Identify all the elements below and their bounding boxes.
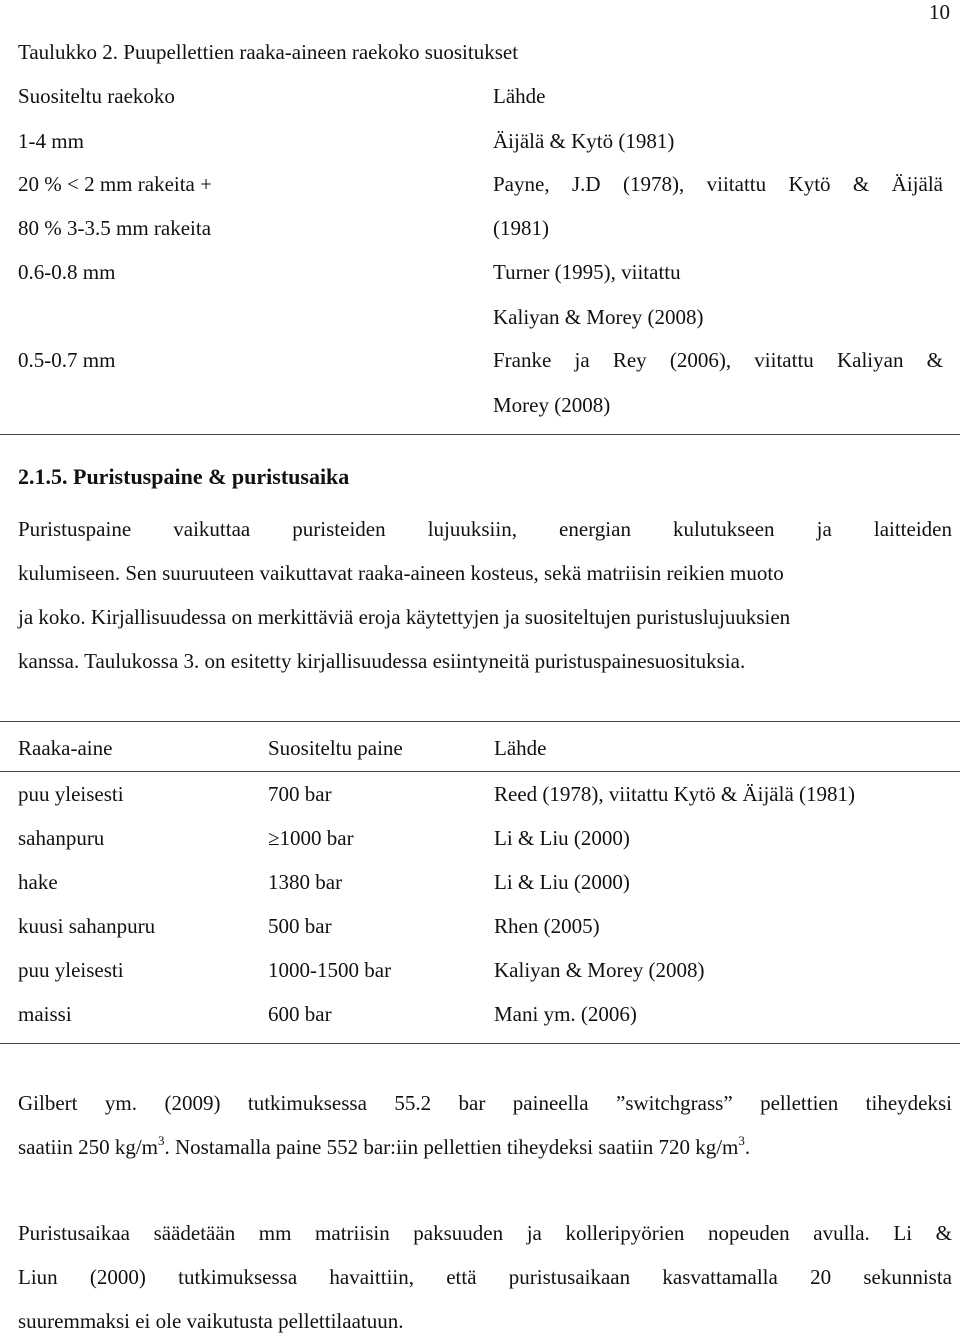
table-3-bottom-rule bbox=[0, 1043, 960, 1044]
table-cell-material: puu yleisesti bbox=[18, 782, 124, 806]
table-3-header bbox=[0, 736, 960, 776]
paragraph-line: suuremmaksi ei ole vaikutusta pellettilaatuun. bbox=[18, 1309, 404, 1333]
table-3-top-rule bbox=[0, 721, 960, 722]
table-cell-pressure: ≥1000 bar bbox=[268, 826, 354, 850]
table-3-header-source: Lähde bbox=[494, 736, 547, 760]
paragraph-text: . bbox=[744, 1135, 751, 1159]
table-cell-pressure: 1380 bar bbox=[268, 870, 343, 894]
table-cell-material: puu yleisesti bbox=[18, 958, 124, 982]
table-cell-source: Mani ym. (2006) bbox=[494, 1002, 637, 1026]
table-cell-pressure: 600 bar bbox=[268, 1002, 332, 1026]
table-cell-pressure: 1000-1500 bar bbox=[268, 958, 392, 982]
table-row bbox=[0, 958, 960, 998]
table-cell-material: sahanpuru bbox=[18, 826, 105, 850]
superscript: 3 bbox=[158, 1133, 165, 1148]
table-row bbox=[0, 826, 960, 866]
table-3-header-material: Raaka-aine bbox=[18, 736, 113, 760]
page-number: 10 bbox=[929, 0, 950, 24]
table-3-header-pressure: Suositeltu paine bbox=[268, 736, 403, 760]
paragraph-line: Liun (2000) tutkimuksessa havaittiin, että puristusaikaan kasvattamalla 20 sekunnista bbox=[18, 1265, 952, 1289]
table-cell-size: 1-4 mm bbox=[18, 129, 84, 153]
table-cell-source: Reed (1978), viitattu Kytö & Äijälä (1981) bbox=[494, 782, 856, 806]
table-cell-source: Kaliyan & Morey (2008) bbox=[493, 305, 704, 329]
table-cell-material: hake bbox=[18, 870, 58, 894]
table-2-caption: Taulukko 2. Puupellettien raaka-aineen raekoko suositukset bbox=[18, 40, 519, 64]
table-row bbox=[0, 216, 960, 256]
table-row bbox=[0, 393, 960, 433]
table-cell-size: 20 % < 2 mm rakeita + bbox=[18, 172, 212, 196]
table-cell-source: Franke ja Rey (2006), viitattu Kaliyan & bbox=[493, 348, 943, 372]
table-cell-source: Payne, J.D (1978), viitattu Kytö & Äijälä bbox=[493, 172, 943, 196]
paragraph-line: Puristusaikaa säädetään mm matriisin paksuuden ja kolleripyörien nopeuden avulla. Li & bbox=[18, 1221, 952, 1245]
paragraph-text: . Nostamalla paine 552 bar:iin pellettien tiheydeksi saatiin 720 kg/m bbox=[164, 1135, 739, 1159]
table-cell-size: 0.5-0.7 mm bbox=[18, 348, 116, 372]
table-cell-source: Rhen (2005) bbox=[494, 914, 600, 938]
table-cell-source: Äijälä & Kytö (1981) bbox=[493, 129, 675, 153]
table-row bbox=[0, 129, 960, 169]
table-2-header-size: Suositeltu raekoko bbox=[18, 84, 175, 108]
table-cell-source: Li & Liu (2000) bbox=[494, 826, 630, 850]
table-cell-material: maissi bbox=[18, 1002, 72, 1026]
paragraph-text: saatiin 250 kg/m bbox=[18, 1135, 158, 1159]
table-cell-pressure: 500 bar bbox=[268, 914, 332, 938]
table-3-header-rule bbox=[0, 771, 960, 772]
table-row bbox=[0, 782, 960, 822]
table-cell-source: Li & Liu (2000) bbox=[494, 870, 630, 894]
table-2-bottom-rule bbox=[0, 434, 960, 435]
paragraph-line: kulumiseen. Sen suuruuteen vaikuttavat raaka-aineen kosteus, sekä matriisin reikien muoto bbox=[18, 561, 784, 585]
table-cell-pressure: 700 bar bbox=[268, 782, 332, 806]
table-cell-source: Morey (2008) bbox=[493, 393, 611, 417]
table-cell-source: Turner (1995), viitattu bbox=[493, 260, 681, 284]
table-row bbox=[0, 870, 960, 910]
table-row bbox=[0, 260, 960, 300]
table-cell-material: kuusi sahanpuru bbox=[18, 914, 156, 938]
superscript: 3 bbox=[738, 1133, 745, 1148]
paragraph-line: Gilbert ym. (2009) tutkimuksessa 55.2 bar paineella ”switchgrass” pellettien tiheydeksi bbox=[18, 1091, 952, 1115]
paragraph-line: kanssa. Taulukossa 3. on esitetty kirjallisuudessa esiintyneitä puristuspainesuosituksia. bbox=[18, 649, 746, 673]
paragraph-line: Puristuspaine vaikuttaa puristeiden lujuuksiin, energian kulutukseen ja laitteiden bbox=[18, 517, 952, 541]
paragraph-line bbox=[18, 1135, 952, 1160]
table-cell-source: (1981) bbox=[493, 216, 549, 240]
table-cell-size: 0.6-0.8 mm bbox=[18, 260, 116, 284]
table-row bbox=[0, 914, 960, 954]
table-row bbox=[0, 305, 960, 345]
table-2-header bbox=[0, 84, 960, 124]
table-row bbox=[0, 1002, 960, 1042]
table-row bbox=[0, 172, 960, 212]
table-cell-size: 80 % 3-3.5 mm rakeita bbox=[18, 216, 212, 240]
table-row bbox=[0, 348, 960, 388]
table-2-header-source: Lähde bbox=[493, 84, 546, 108]
section-heading: 2.1.5. Puristuspaine & puristusaika bbox=[18, 464, 350, 489]
table-cell-source: Kaliyan & Morey (2008) bbox=[494, 958, 705, 982]
paragraph-line: ja koko. Kirjallisuudessa on merkittäviä eroja käytettyjen ja suositeltujen puristuslujuuksien bbox=[18, 605, 791, 629]
